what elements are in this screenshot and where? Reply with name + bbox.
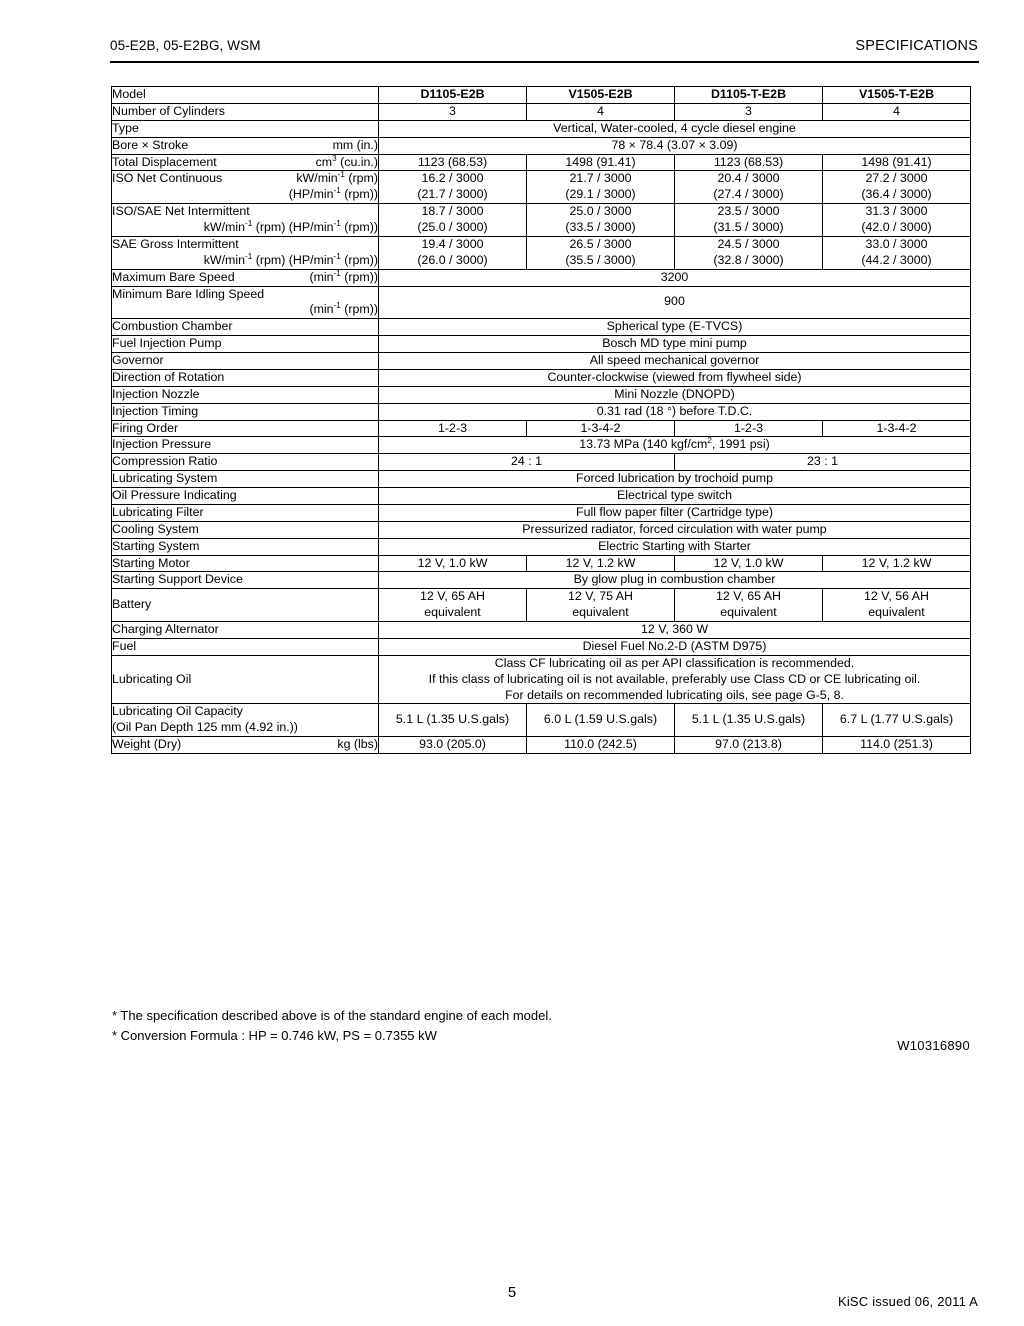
row-label-text: ISO Net Continuous [112, 171, 223, 186]
table-row [112, 437, 971, 454]
table-row [112, 704, 971, 737]
cell-value-span: By glow plug in combustion chamber [379, 572, 971, 589]
cell-value: 1-3-4-2 [823, 420, 971, 437]
cell-value: 1123 (68.53) [379, 154, 527, 171]
footnote-line: * Conversion Formula : HP = 0.746 kW, PS = 0.7355 kW [112, 1027, 437, 1043]
cell-value: 6.0 L (1.59 U.S.gals) [527, 704, 675, 737]
cell-value-span: Vertical, Water-cooled, 4 cycle diesel engine [379, 120, 971, 137]
cell-value-span: 0.31 rad (18 °) before T.D.C. [379, 403, 971, 420]
cell-value-span: Bosch MD type mini pump [379, 336, 971, 353]
row-label: Number of Cylinders [112, 103, 379, 120]
cell-value: 1123 (68.53) [675, 154, 823, 171]
row-label: Fuel Injection Pump [112, 336, 379, 353]
header-divider [110, 61, 979, 63]
cell-value: 24.5 / 3000 (32.8 / 3000) [675, 236, 823, 269]
row-label: Injection Timing [112, 403, 379, 420]
row-label: Direction of Rotation [112, 369, 379, 386]
row-label-text: Minimum Bare Idling Speed [112, 286, 265, 301]
cell-value-span: 78 × 78.4 (3.07 × 3.09) [379, 137, 971, 154]
cell-value-half: 23 : 1 [675, 454, 971, 471]
row-label: Injection Pressure [112, 437, 379, 454]
cell-value-span: Spherical type (E-TVCS) [379, 319, 971, 336]
row-label: Lubricating Filter [112, 504, 379, 521]
table-footnotes [112, 1006, 552, 1046]
table-row [112, 269, 971, 286]
row-label: Fuel [112, 638, 379, 655]
row-label [112, 737, 379, 754]
cell-value: 12 V, 65 AH equivalent [379, 589, 527, 622]
table-row [112, 353, 971, 370]
row-label: Starting Motor [112, 555, 379, 572]
row-label: Combustion Chamber [112, 319, 379, 336]
row-label-unit: $kW/\min^{-1}$ (rpm) ($HP/\min^{-1}$ (rpm)) [203, 251, 378, 267]
table-row [112, 386, 971, 403]
cell-value: 1498 (91.41) [823, 154, 971, 171]
row-label-subtext: (Oil Pan Depth 125 mm (4.92 in.)) [112, 720, 298, 735]
document-reference-code: W10316890 [897, 1038, 970, 1053]
cell-value-span: Full flow paper filter (Cartridge type) [379, 504, 971, 521]
row-label-model: Model [112, 87, 379, 104]
row-label: Injection Nozzle [112, 386, 379, 403]
cell-value: 5.1 L (1.35 U.S.gals) [379, 704, 527, 737]
row-label-unit: ($\min^{-1}$ (rpm)) [309, 268, 378, 284]
row-label-unit: ($\min^{-1}$ (rpm)) [309, 301, 378, 317]
table-row [112, 369, 971, 386]
cell-value-span: 13.73 MPa (140 kgf/$cm^2$, 1991 psi) [379, 437, 971, 454]
cell-value: 1-2-3 [675, 420, 823, 437]
table-row [112, 120, 971, 137]
cell-value-span [379, 655, 971, 704]
model-header-2: V1505-E2B [527, 87, 675, 104]
row-label [112, 704, 379, 737]
row-label [112, 154, 379, 171]
table-row-model [112, 87, 971, 104]
cell-value: 4 [527, 103, 675, 120]
cell-value: 25.0 / 3000 (33.5 / 3000) [527, 204, 675, 237]
cell-value: 20.4 / 3000 (27.4 / 3000) [675, 171, 823, 204]
header-document-id: 05-E2B, 05-E2BG, WSM [110, 38, 261, 53]
cell-value: 12 V, 1.0 kW [379, 555, 527, 572]
table-row [112, 154, 971, 171]
cell-value-span: 900 [379, 286, 971, 319]
header-section-title: SPECIFICATIONS [855, 38, 978, 54]
cell-value: 6.7 L (1.77 U.S.gals) [823, 704, 971, 737]
cell-value: 31.3 / 3000 (42.0 / 3000) [823, 204, 971, 237]
cell-value: 3 [379, 103, 527, 120]
row-label: Lubricating Oil [112, 655, 379, 704]
table-row [112, 454, 971, 471]
table-row [112, 638, 971, 655]
cell-value: 12 V, 1.0 kW [675, 555, 823, 572]
table-row [112, 204, 971, 237]
table-row [112, 504, 971, 521]
cell-value-span: Mini Nozzle (DNOPD) [379, 386, 971, 403]
cell-value: 3 [675, 103, 823, 120]
oil-note-line: If this class of lubricating oil is not available, preferably use Class CD or CE lubricating oil. [428, 671, 921, 686]
oil-note-line: Class CF lubricating oil as per API classification is recommended. [494, 655, 855, 670]
table-row [112, 655, 971, 704]
cell-value: 21.7 / 3000 (29.1 / 3000) [527, 171, 675, 204]
cell-value: 12 V, 56 AH equivalent [823, 589, 971, 622]
row-label: Charging Alternator [112, 622, 379, 639]
engine-specifications-table [111, 86, 971, 754]
table-row [112, 555, 971, 572]
cell-value: 27.2 / 3000 (36.4 / 3000) [823, 171, 971, 204]
table-row [112, 589, 971, 622]
row-label [112, 171, 379, 204]
cell-value: 33.0 / 3000 (44.2 / 3000) [823, 236, 971, 269]
row-label: Compression Ratio [112, 454, 379, 471]
row-label: Cooling System [112, 521, 379, 538]
row-label [112, 137, 379, 154]
row-label-unit: $cm^3$ (cu.in.) [315, 153, 378, 169]
cell-value-span: Diesel Fuel No.2-D (ASTM D975) [379, 638, 971, 655]
cell-value: 16.2 / 3000 (21.7 / 3000) [379, 171, 527, 204]
cell-value: 110.0 (242.5) [527, 737, 675, 754]
cell-value-span: Counter-clockwise (viewed from flywheel side) [379, 369, 971, 386]
row-label: Battery [112, 589, 379, 622]
row-label: Oil Pressure Indicating [112, 488, 379, 505]
row-label: Type [112, 120, 379, 137]
cell-value-span: 12 V, 360 W [379, 622, 971, 639]
cell-value: 4 [823, 103, 971, 120]
row-label: Starting Support Device [112, 572, 379, 589]
model-header-3: D1105-T-E2B [675, 87, 823, 104]
table-row [112, 737, 971, 754]
cell-value-half: 24 : 1 [379, 454, 675, 471]
row-label-unit-line1: $kW/\min^{-1}$ (rpm) [296, 170, 378, 186]
cell-value: 1-3-4-2 [527, 420, 675, 437]
model-header-1: D1105-E2B [379, 87, 527, 104]
cell-value: 1-2-3 [379, 420, 527, 437]
cell-value: 97.0 (213.8) [675, 737, 823, 754]
row-label [112, 286, 379, 319]
cell-value: 12 V, 1.2 kW [527, 555, 675, 572]
page-number: 5 [507, 1284, 517, 1301]
table-row [112, 521, 971, 538]
row-label: Firing Order [112, 420, 379, 437]
table-row [112, 103, 971, 120]
row-label-text: SAE Gross Intermittent [112, 236, 239, 251]
row-label-text: Maximum Bare Speed [112, 269, 235, 284]
cell-value-span: Electric Starting with Starter [379, 538, 971, 555]
cell-value-span: Pressurized radiator, forced circulation with water pump [379, 521, 971, 538]
table-row [112, 488, 971, 505]
table-row [112, 538, 971, 555]
table-row [112, 336, 971, 353]
cell-value-span: 3200 [379, 269, 971, 286]
cell-value: 5.1 L (1.35 U.S.gals) [675, 704, 823, 737]
cell-value: 12 V, 75 AH equivalent [527, 589, 675, 622]
table-row [112, 286, 971, 319]
row-label: Starting System [112, 538, 379, 555]
footer-issued-note: KiSC issued 06, 2011 A [837, 1294, 978, 1309]
row-label-text: Total Displacement [112, 154, 217, 169]
table-row [112, 420, 971, 437]
running-header [110, 38, 978, 62]
table-row [112, 403, 971, 420]
cell-value-span: Electrical type switch [379, 488, 971, 505]
table-row [112, 137, 971, 154]
model-header-4: V1505-T-E2B [823, 87, 971, 104]
row-label [112, 269, 379, 286]
table-row [112, 236, 971, 269]
row-label-unit: $kW/\min^{-1}$ (rpm) ($HP/\min^{-1}$ (rpm)) [203, 218, 378, 234]
row-label-unit-line2: ($HP/\min^{-1}$ (rpm)) [288, 186, 378, 202]
row-label-unit: kg (lbs) [337, 737, 378, 752]
oil-note-line: For details on recommended lubricating oils, see page G-5, 8. [505, 687, 844, 702]
cell-value-span: Forced lubrication by trochoid pump [379, 471, 971, 488]
row-label [112, 236, 379, 269]
table-row [112, 572, 971, 589]
cell-value-span: All speed mechanical governor [379, 353, 971, 370]
row-label-text: ISO/SAE Net Intermittent [112, 204, 250, 219]
cell-value: 18.7 / 3000 (25.0 / 3000) [379, 204, 527, 237]
cell-value: 12 V, 65 AH equivalent [675, 589, 823, 622]
row-label-text: Weight (Dry) [112, 737, 182, 752]
cell-value: 114.0 (251.3) [823, 737, 971, 754]
cell-value: 26.5 / 3000 (35.5 / 3000) [527, 236, 675, 269]
table-row [112, 471, 971, 488]
cell-value: 23.5 / 3000 (31.5 / 3000) [675, 204, 823, 237]
footnote-line: * The specification described above is of the standard engine of each model. [112, 1008, 552, 1023]
row-label: Lubricating System [112, 471, 379, 488]
cell-value: 1498 (91.41) [527, 154, 675, 171]
cell-value: 93.0 (205.0) [379, 737, 527, 754]
table-row [112, 171, 971, 204]
row-label: Governor [112, 353, 379, 370]
row-label-text: Bore × Stroke [112, 137, 189, 152]
table-row [112, 319, 971, 336]
table-row [112, 622, 971, 639]
row-label-unit: mm (in.) [332, 137, 378, 152]
cell-value: 19.4 / 3000 (26.0 / 3000) [379, 236, 527, 269]
row-label-text: Lubricating Oil Capacity [112, 704, 243, 719]
cell-value: 12 V, 1.2 kW [823, 555, 971, 572]
row-label [112, 204, 379, 237]
